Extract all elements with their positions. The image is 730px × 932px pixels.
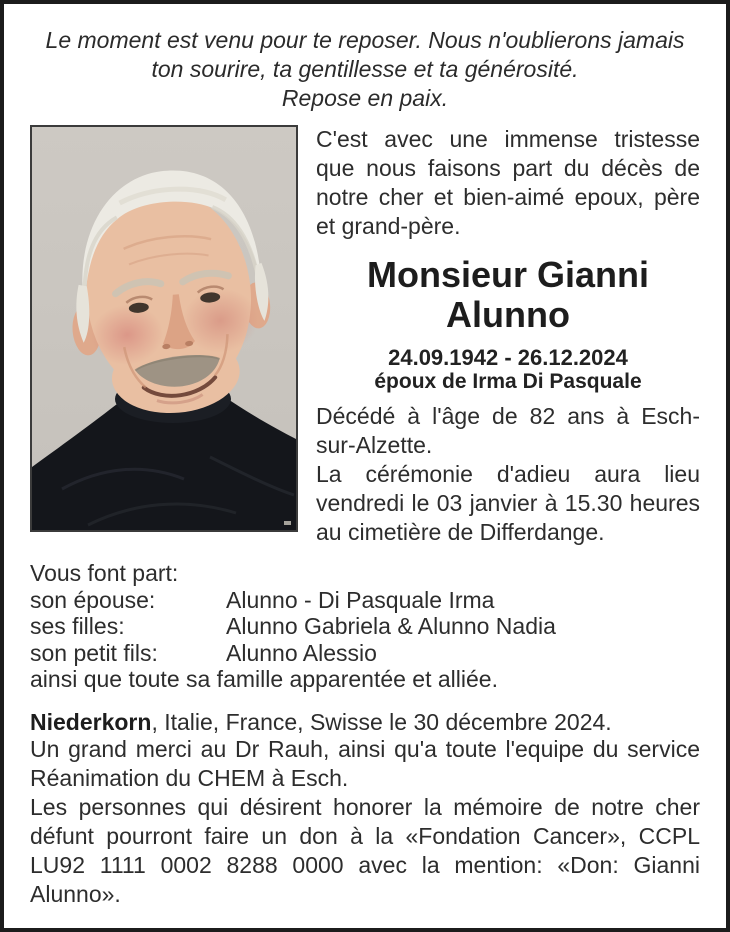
family-row-daughters [30, 613, 700, 640]
family-name: Alunno - Di Pasquale Irma [226, 586, 495, 613]
announcement-intro: C'est avec une immense tristesse que nous faisons part du décès de notre cher et bien-aimé epoux, père et grand-père. [316, 126, 700, 239]
family-closing: ainsi que toute sa famille apparentée et alliée. [30, 666, 498, 692]
epitaph-line-2: ton sourire, ta gentillesse et ta générosité. [151, 56, 579, 82]
portrait-illustration [32, 127, 296, 530]
family-row-spouse [30, 587, 700, 614]
epitaph [30, 26, 700, 113]
dateline-place: Niederkorn [30, 708, 152, 735]
thanks-paragraph: Un grand merci au Dr Rauh, ainsi qu'a toute l'equipe du service Réanimation du CHEM à Esch. [30, 735, 700, 791]
ceremony-info: La cérémonie d'adieu aura lieu vendredi le 03 janvier à 15.30 heures au cimetière de Differdange. [316, 461, 700, 545]
epitaph-line-3: Repose en paix. [281, 85, 449, 111]
family-heading: Vous font part: [30, 560, 179, 586]
life-dates: 24.09.1942 - 26.12.2024 [388, 345, 628, 370]
portrait-photo [30, 125, 298, 532]
donation-paragraph: Les personnes qui désirent honorer la mémoire de notre cher défunt pourront faire un don à la «Fondation Cancer», CCPL LU92 1111 0002 8288 0000 avec la mention: «Don: Gianni Alunno». [30, 793, 700, 907]
dateline-rest: , Italie, France, Swisse le 30 décembre 2024. [151, 708, 612, 735]
family-section [30, 560, 700, 693]
deceased-name: Monsieur Gianni Alunno [366, 254, 650, 335]
dateline [30, 709, 700, 735]
main-row [30, 125, 700, 547]
death-info: Décédé à l'âge de 82 ans à Esch-sur-Alzette. [316, 403, 700, 458]
family-row-grandson [30, 640, 700, 667]
family-relation: son épouse: [30, 586, 156, 613]
family-name: Alunno Alessio [226, 639, 377, 666]
announcement-column [316, 125, 700, 547]
family-relation: son petit fils: [30, 639, 158, 666]
family-name: Alunno Gabriela & Alunno Nadia [226, 613, 556, 639]
epitaph-line-1: Le moment est venu pour te reposer. Nous n'oublierons jamais [45, 27, 685, 53]
family-relation: ses filles: [30, 613, 125, 639]
spouse-line: époux de Irma Di Pasquale [374, 370, 642, 393]
